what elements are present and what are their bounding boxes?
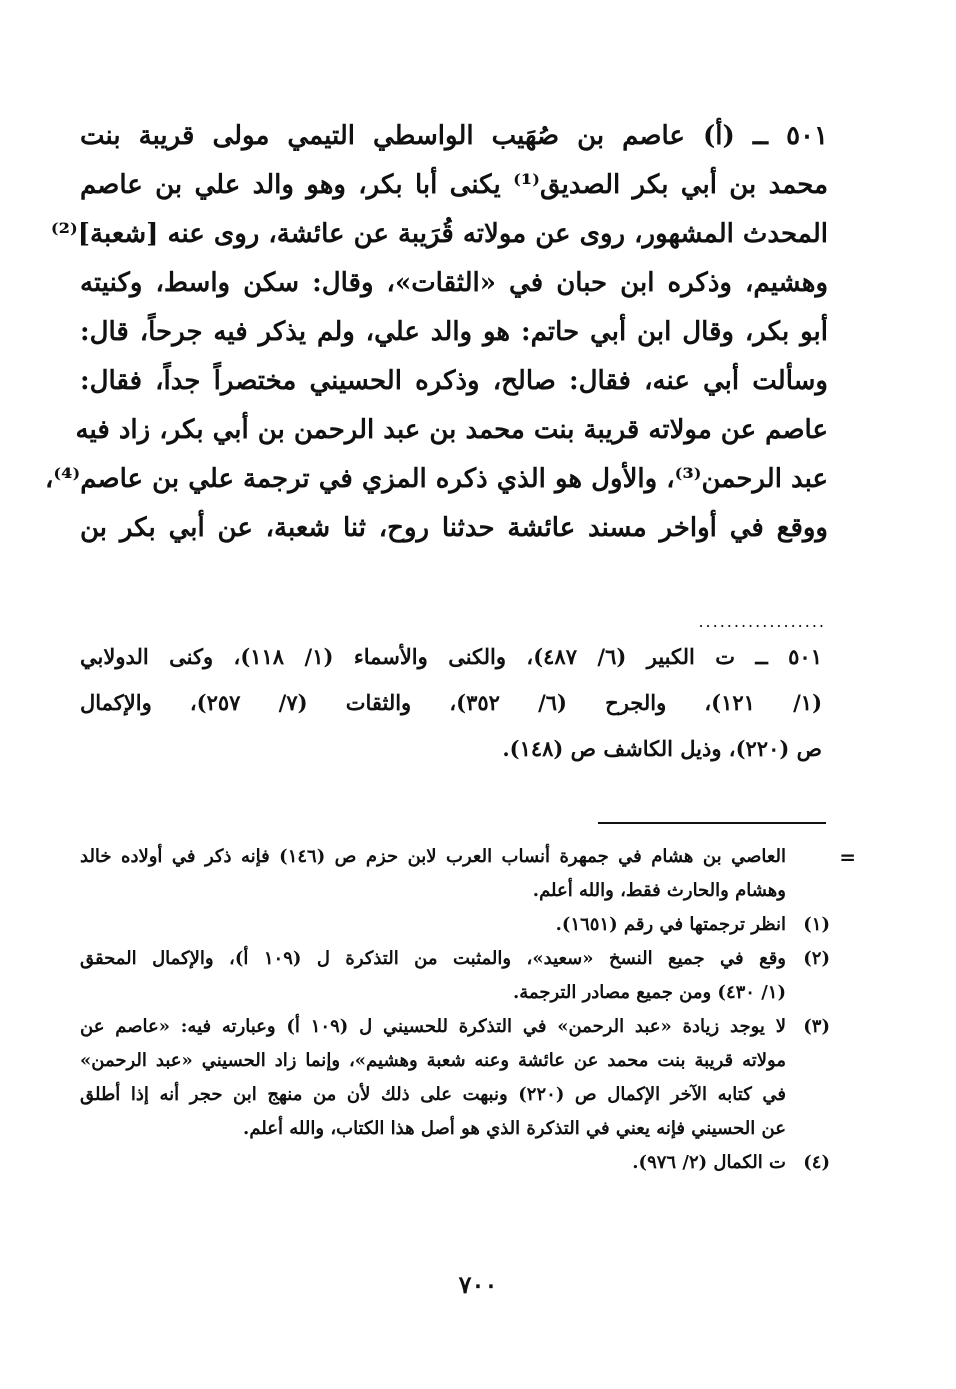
footnote-divider [598, 822, 826, 824]
main-text-line-1: ٥٠١ ــ (أ) عاصم بن صُهَيب الواسطي التيمي مولى قريبة بنت [80, 121, 828, 151]
footnote-line: في كتابه الآخر الإكمال ص (٢٢٠) ونبهت على ذلك لأن من منهج ابن حجر أنه إذا أطلق [80, 1084, 786, 1105]
footnote-line: لا يوجد زيادة «عبد الرحمن» في التذكرة للحسيني ل (١٠٩ أ) وعبارته فيه: «عاصم عن [80, 1016, 786, 1037]
footnotes [80, 840, 830, 1180]
sources-references [80, 634, 822, 772]
main-text-line-9: ووقع في أواخر مسند عائشة حدثنا روح، ثنا شعبة، عن أبي بكر بن [80, 513, 828, 543]
main-text-line-3: المحدث المشهور، روى عن مولاته قُرَيبة عن عائشة، روى عنه [شعبة]⁽²⁾ [50, 219, 828, 249]
reference-line-2: (١/ ١٢١)، والجرح (٦/ ٣٥٢)، والثقات (٧/ ٢٥٧)، والإكمال [80, 690, 823, 715]
footnote-line: ت الكمال (٢/ ٩٧٦). [632, 1152, 786, 1173]
footnote-line: العاصي بن هشام في جمهرة أنساب العرب لابن حزم ص (١٤٦) فإنه ذكر في أولاده خالد [80, 846, 787, 867]
footnote-line: مولاته قريبة بنت محمد عن عائشة وعنه شعبة وهشيم»، وإنما زاد الحسيني «عبد الرحمن» [80, 1050, 786, 1071]
footnote-number: (٤) [803, 1152, 830, 1173]
main-text-line-5: أبو بكر، وقال ابن أبي حاتم: هو والد علي، ولم يذكر فيه جرحاً، قال: [80, 317, 828, 347]
footnote-line: وهشام والحارث فقط، والله أعلم. [532, 880, 786, 901]
footnote-number: (٢) [803, 948, 830, 969]
footnote-line: انظر ترجمتها في رقم (١٦٥١). [555, 914, 786, 935]
main-text-line-6: وسألت أبي عنه، فقال: صالح، وذكره الحسيني مختصراً جداً، فقال: [80, 366, 828, 396]
main-text-line-2: محمد بن أبي بكر الصديق⁽¹⁾ يكنى أبا بكر، وهو والد علي بن عاصم [80, 170, 828, 200]
footnote-4 [80, 1146, 830, 1180]
references-separator: .................. [698, 612, 826, 631]
footnote-line: عن الحسيني فإنه يعني في التذكرة الذي هو أصل هذا الكتاب، والله أعلم. [243, 1118, 786, 1139]
footnote-3 [80, 1010, 830, 1146]
page-number: ٧٠٠ [458, 1270, 498, 1299]
footnote-continuation [80, 840, 830, 908]
footnote-2 [80, 942, 830, 1010]
main-text-line-8: عبد الرحمن⁽³⁾، والأول هو الذي ذكره المزي في ترجمة علي بن عاصم⁽⁴⁾، [44, 464, 828, 494]
footnote-number: (٣) [803, 1016, 830, 1037]
continuation-mark: = [839, 845, 856, 869]
footnote-line: (١/ ٤٣٠) ومن جميع مصادر الترجمة. [513, 982, 786, 1003]
reference-line-3: ص (٢٢٠)، وذيل الكاشف ص (١٤٨). [502, 736, 822, 761]
main-text-line-4: وهشيم، وذكره ابن حبان في «الثقات»، وقال: سكن واسط، وكنيته [80, 268, 828, 298]
reference-line-1: ٥٠١ ــ ت الكبير (٦/ ٤٨٧)، والكنى والأسماء (١/ ١١٨)، وكنى الدولابي [80, 644, 822, 669]
footnote-number: (١) [803, 914, 830, 935]
main-text-line-7: عاصم عن مولاته قريبة بنت محمد بن عبد الرحمن بن أبي بكر، زاد فيه [75, 415, 828, 445]
footnote-line: وقع في جميع النسخ «سعيد»، والمثبت من التذكرة ل (١٠٩ أ)، والإكمال المحقق [80, 948, 786, 969]
footnote-1 [80, 908, 830, 942]
biography-entry-501 [44, 112, 828, 553]
